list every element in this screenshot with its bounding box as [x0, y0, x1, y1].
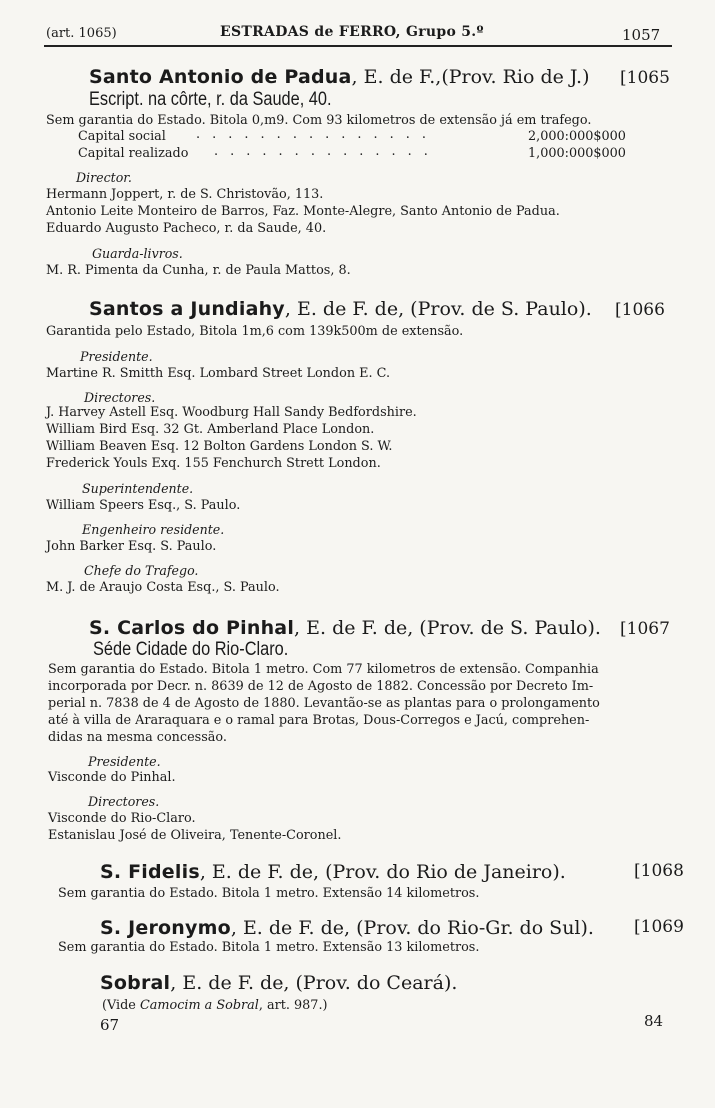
capital-label: Capital social — [78, 129, 166, 144]
person-line: Antonio Leite Monteiro de Barros, Faz. Monte-Alegre, Santo Antonio de Padua. — [46, 204, 560, 219]
entry-description: , E. de F. de, (Prov. do Rio de Janeiro). — [199, 861, 566, 883]
person-line: J. Harvey Astell Esq. Woodburg Hall Sandy Bedfordshire. — [46, 405, 417, 420]
header-article-ref: (art. 1065) — [46, 26, 117, 41]
entry-description: , E. de F. de, (Prov. de S. Paulo). — [284, 298, 592, 320]
entry-subtitle: Escript. na côrte, r. da Saude, 40. — [89, 89, 332, 110]
leader-dots: . . . . . . . . . . . . . . — [214, 144, 432, 159]
entry-name: Sobral — [100, 972, 171, 994]
entry-text-line: didas na mesma concessão. — [48, 730, 227, 745]
person-line: Frederick Youls Exq. 155 Fenchurch Strett London. — [46, 456, 381, 471]
role-title: Presidente. — [88, 754, 161, 769]
entry-name: S. Carlos do Pinhal — [89, 617, 295, 639]
header-rule — [44, 45, 672, 47]
note-prefix: (Vide — [102, 998, 140, 1013]
footer-page-number: 84 — [644, 1012, 664, 1030]
person-line: Eduardo Augusto Pacheco, r. da Saude, 40. — [46, 221, 327, 236]
entry-text-line: Sem garantia do Estado. Bitola 1 metro. Extensão 13 kilometros. — [58, 940, 480, 955]
entry-name: Santos a Jundiahy — [89, 298, 285, 320]
entry-text-line: incorporada por Decr. n. 8639 de 12 de Agosto de 1882. Concessão por Decreto Im- — [48, 679, 594, 694]
person-line: Visconde do Rio-Claro. — [48, 811, 196, 826]
capital-label: Capital realizado — [78, 146, 189, 161]
role-title: Superintendente. — [82, 481, 194, 496]
role-title: Director. — [76, 170, 132, 185]
entry-description: , E. de F. de, (Prov. do Rio-Gr. do Sul). — [230, 917, 594, 939]
person-line: Hermann Joppert, r. de S. Christovão, 113. — [46, 187, 324, 202]
entry-description: , E. de F.,(Prov. Rio de J.) — [351, 66, 590, 88]
entry-name: Santo Antonio de Padua — [89, 66, 352, 88]
entry-text-line: perial n. 7838 de 4 de Agosto de 1880. Levantão-se as plantas para o prolongamento — [48, 696, 600, 711]
capital-value: 2,000:000$000 — [528, 129, 626, 144]
entry-text-line: Sem garantia do Estado. Bitola 1 metro. Com 77 kilometros de extensão. Companhia — [48, 662, 599, 677]
entry-number: [1067 — [620, 619, 670, 639]
entry-number: [1066 — [615, 300, 665, 320]
entry-description: , E. de F. de, (Prov. do Ceará). — [170, 972, 458, 994]
entry-title — [100, 861, 566, 883]
role-title: Engenheiro residente. — [82, 522, 225, 537]
entry-text-line: Garantida pelo Estado, Bitola 1m,6 com 139k500m de extensão. — [46, 324, 464, 339]
person-line: William Bird Esq. 32 Gt. Amberland Place London. — [46, 422, 375, 437]
role-title: Chefe do Trafego. — [84, 563, 199, 578]
role-title: Presidente. — [80, 349, 153, 364]
entry-number: [1069 — [634, 917, 684, 937]
person-line: Martine R. Smitth Esq. Lombard Street London E. C. — [46, 366, 391, 381]
footer-signature: 67 — [100, 1016, 120, 1034]
entry-text-line: até à villa de Araraquara e o ramal para Brotas, Dous-Corregos e Jacú, comprehen- — [48, 713, 590, 728]
entry-number: [1068 — [634, 861, 684, 881]
role-title: Directores. — [84, 390, 156, 405]
person-line: William Beaven Esq. 12 Bolton Gardens London S. W. — [46, 439, 393, 454]
note-suffix: , art. 987.) — [258, 998, 328, 1013]
entry-text-line: Sem garantia do Estado. Bitola 1 metro. Extensão 14 kilometros. — [58, 886, 480, 901]
leader-dots: . . . . . . . . . . . . . . . — [196, 127, 430, 142]
entry-note — [102, 998, 328, 1013]
person-line: Estanislau José de Oliveira, Tenente-Coronel. — [48, 828, 342, 843]
entry-subtitle: Séde Cidade do Rio-Claro. — [93, 639, 289, 660]
role-title: Guarda-livros. — [92, 246, 183, 261]
entry-title — [89, 66, 590, 88]
header-title: ESTRADAS de FERRO, Grupo 5.º — [220, 24, 484, 40]
entry-title — [89, 617, 601, 639]
header-page-number: 1057 — [622, 26, 661, 44]
entry-description: , E. de F. de, (Prov. de S. Paulo). — [294, 617, 601, 639]
person-line: Visconde do Pinhal. — [48, 770, 176, 785]
entry-name: S. Jeronymo — [100, 917, 231, 939]
person-line: M. R. Pimenta da Cunha, r. de Paula Mattos, 8. — [46, 263, 351, 278]
entry-title — [100, 917, 594, 939]
entry-name: S. Fidelis — [100, 861, 200, 883]
person-line: John Barker Esq. S. Paulo. — [46, 539, 217, 554]
entry-number: [1065 — [620, 68, 670, 88]
person-line: William Speers Esq., S. Paulo. — [46, 498, 241, 513]
entry-title — [89, 298, 592, 320]
entry-text-line: Sem garantia do Estado. Bitola 0,m9. Com 93 kilometros de extensão já em trafego. — [46, 113, 592, 128]
person-line: M. J. de Araujo Costa Esq., S. Paulo. — [46, 580, 280, 595]
note-reference: Camocim a Sobral — [139, 998, 259, 1013]
capital-value: 1,000:000$000 — [528, 146, 626, 161]
role-title: Directores. — [88, 794, 160, 809]
entry-title — [100, 972, 457, 994]
